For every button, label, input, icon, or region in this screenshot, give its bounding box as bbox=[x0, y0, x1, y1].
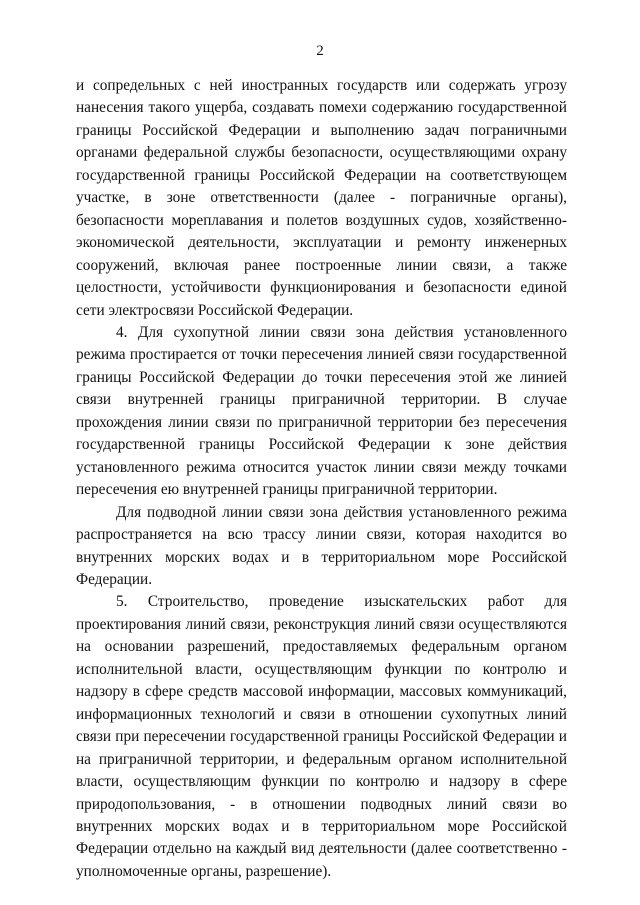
paragraph-clause-4: 4. Для сухопутной линии связи зона действия установленного режима простирается от точки пересечения линией связи государственной границы Российской Федерации до точки пересечения этой же линией связи внутренней границы приграничной территории. В случае прохождения линии связи по приграничной территории без пересечения государственной границы Российской Федерации к зоне действия установленного режима относится участок линии связи между точками пересечения ею внутренней границы приграничной территории. bbox=[76, 323, 567, 499]
document-body bbox=[76, 75, 567, 883]
page-number: 2 bbox=[316, 43, 324, 59]
paragraph-clause-5: 5. Строительство, проведение изыскательских работ для проектирования линий связи, реконструкция линий связи осуществляются на основании разрешений, предоставляемых федеральным органом исполнительной власти, осуществляющим функции по контролю и надзору в сфере средств массовой информации, массовых коммуникаций, информационных технологий и связи в отношении сухопутных линий связи при пересечении государственной границы Российской Федерации и на приграничной территории, и федеральным органом исполнительной власти, осуществляющим функции по контролю и надзору в сфере природопользования, - в отношении подводных линий связи во внутренних морских водах и в территориальном море Российской Федерации отдельно на каждый вид деятельности (далее соответственно - уполномоченные органы, разрешение). bbox=[76, 593, 567, 880]
paragraph-underwater-line: Для подводной линии связи зона действия установленного режима распространяется на всю трассу линии связи, которая находится во внутренних морских водах и в территориальном море Российской Федерации. bbox=[76, 503, 567, 588]
paragraph-continuation: и сопредельных с ней иностранных государств или содержать угрозу нанесения такого ущерба, создавать помехи содержанию государственной границы Российской Федерации и выполнению задач пограничными органами федеральной службы безопасности, осуществляющими охрану государственной границы Российской Федерации на соответствующем участке, в зоне ответственности (далее - пограничные органы), безопасности мореплавания и полетов воздушных судов, хозяйственно-экономической деятельности, эксплуатации и ремонту инженерных сооружений, включая ранее построенные линии связи, а также целостности, устойчивости функционирования и безопасности единой сети электросвязи Российской Федерации. bbox=[76, 77, 567, 319]
